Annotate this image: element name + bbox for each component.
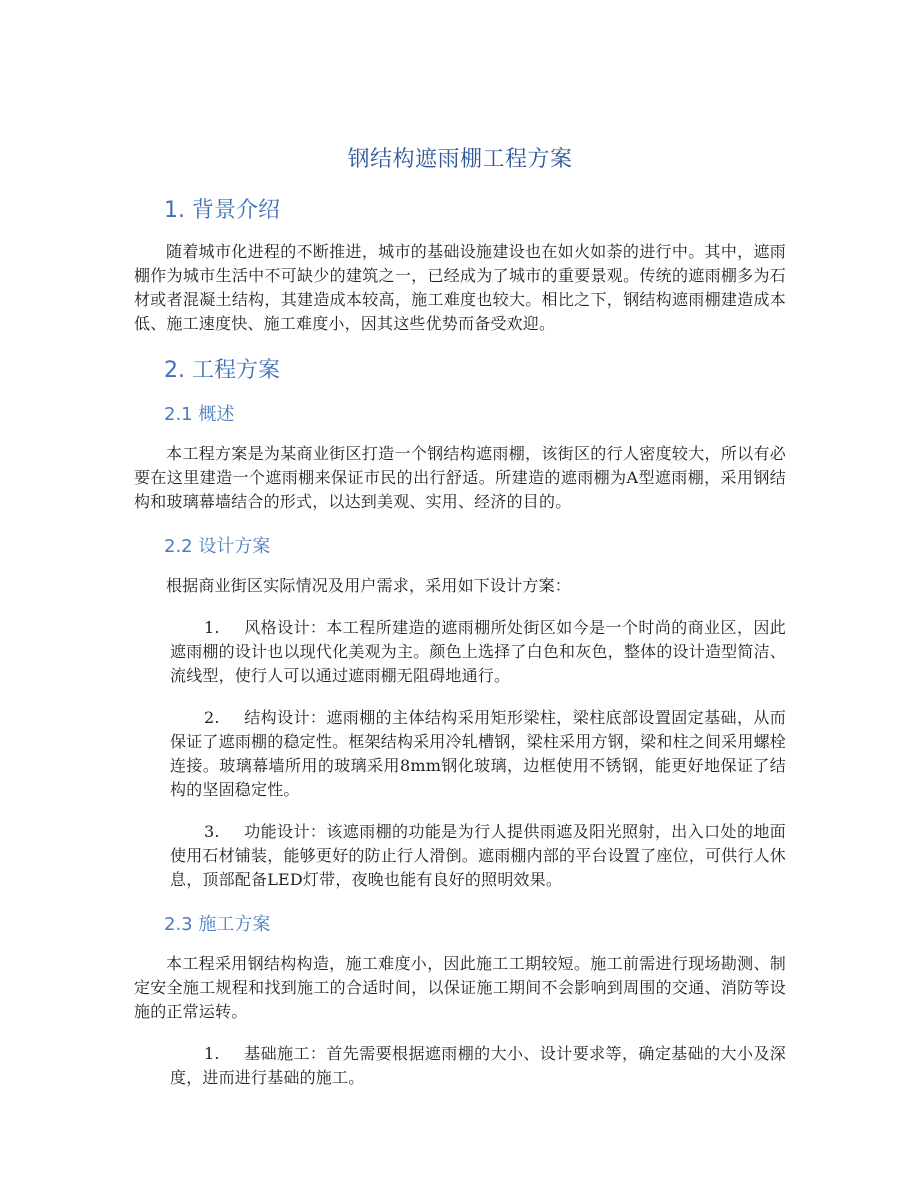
design-list-item: [170, 820, 786, 892]
section-heading-background: 1. 背景介绍: [164, 198, 280, 223]
list-number: 3.: [204, 822, 220, 841]
list-text: 功能设计：该遮雨棚的功能是为行人提供雨遮及阳光照射，出入口处的地面使用石材铺装，能够更好的防止行人滑倒。遮雨棚内部的平台设置了座位，可供行人休息，顶部配备LED灯带，夜晚也能有良好的照明效果。: [170, 822, 786, 889]
subsection-heading-construction: 2.3 施工方案: [164, 914, 271, 935]
subsection-heading-overview: 2.1 概述: [164, 404, 235, 425]
overview-paragraph: 本工程方案是为某商业街区打造一个钢结构遮雨棚，该街区的行人密度较大，所以有必要在这里建造一个遮雨棚来保证市民的出行舒适。所建造的遮雨棚为A型遮雨棚，采用钢结构和玻璃幕墙结合的形式，以达到美观、实用、经济的目的。: [134, 444, 786, 511]
list-number: 1.: [204, 618, 220, 637]
list-text: 结构设计：遮雨棚的主体结构采用矩形梁柱，梁柱底部设置固定基础，从而保证了遮雨棚的稳定性。框架结构采用冷轧槽钢，梁柱采用方钢，梁和柱之间采用螺栓连接。玻璃幕墙所用的玻璃采用8mm钢化玻璃，边框使用不锈钢，能更好地保证了结构的坚固稳定性。: [170, 708, 786, 799]
list-number: 2.: [204, 708, 220, 727]
document-title: 钢结构遮雨棚工程方案: [347, 147, 573, 172]
list-text: 基础施工：首先需要根据遮雨棚的大小、设计要求等，确定基础的大小及深度，进而进行基础的施工。: [170, 1044, 786, 1087]
construction-list-item: [170, 1042, 786, 1090]
design-list-item: [170, 706, 786, 802]
construction-paragraph: 本工程采用钢结构构造，施工难度小，因此施工工期较短。施工前需进行现场勘测、制定安全施工规程和找到施工的合适时间，以保证施工期间不会影响到周围的交通、消防等设施的正常运转。: [134, 954, 786, 1021]
list-number: 1.: [204, 1044, 220, 1063]
section-heading-engineering-plan: 2. 工程方案: [164, 358, 280, 383]
design-list-item: [170, 616, 786, 688]
background-paragraph: 随着城市化进程的不断推进，城市的基础设施建设也在如火如荼的进行中。其中，遮雨棚作为城市生活中不可缺少的建筑之一，已经成为了城市的重要景观。传统的遮雨棚多为石材或者混凝土结构，其建造成本较高，施工难度也较大。相比之下，钢结构遮雨棚建造成本低、施工速度快、施工难度小，因其这些优势而备受欢迎。: [134, 242, 786, 333]
document-body: [134, 140, 786, 1108]
design-intro-paragraph: 根据商业街区实际情况及用户需求，采用如下设计方案：: [166, 576, 572, 595]
list-text: 风格设计：本工程所建造的遮雨棚所处街区如今是一个时尚的商业区，因此遮雨棚的设计也以现代化美观为主。颜色上选择了白色和灰色，整体的设计造型简洁、流线型，使行人可以通过遮雨棚无阻碍地通行。: [170, 618, 786, 685]
subsection-heading-design: 2.2 设计方案: [164, 536, 271, 557]
